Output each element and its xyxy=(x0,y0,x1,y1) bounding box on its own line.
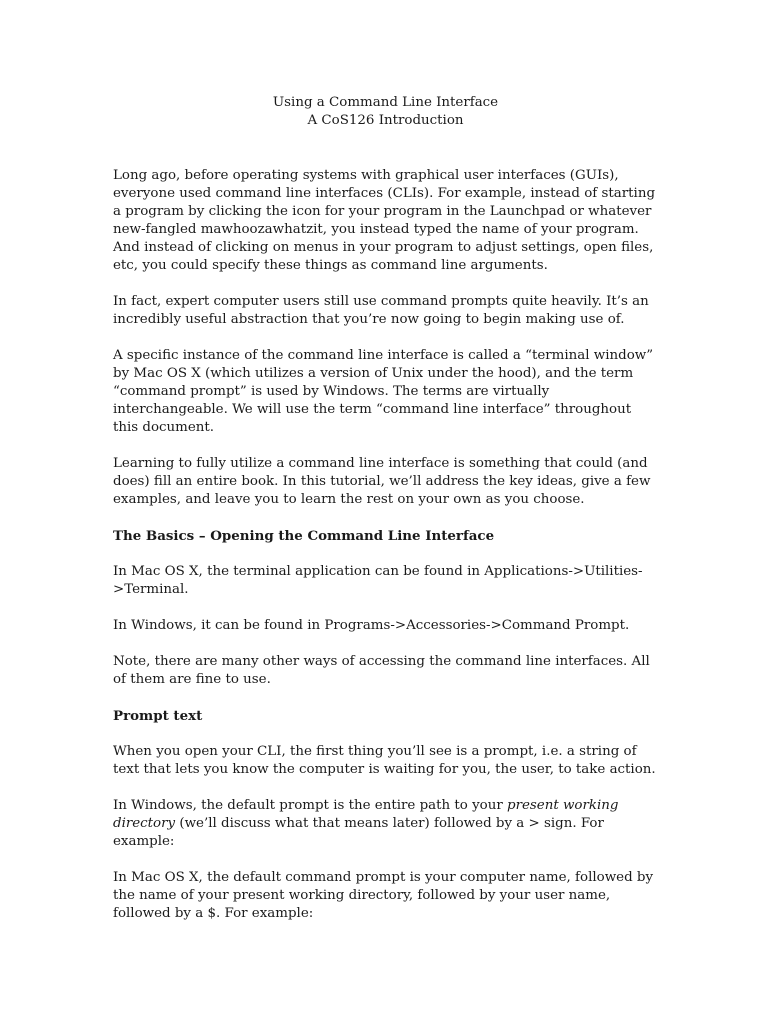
document-title: Using a Command Line Interface xyxy=(272,95,499,110)
intro-paragraph-1: Long ago, before operating systems with graphical user interfaces (GUIs), everyone used command line interfaces (CLIs). For example, instead of starting a program by clicking the icon for your program in the Launchpad or whatever new-fangled mawhoozawhatzit, you instead typed the name of your program. And instead of clicking on menus in your program to adjust settings, open files, etc, you could specify these things as command line arguments. xyxy=(113,168,656,273)
prompt-paragraph-windows xyxy=(113,797,658,851)
document-page xyxy=(113,94,658,941)
prompt-heading: Prompt text xyxy=(113,708,203,724)
prompt-windows-before: In Windows, the default prompt is the entire path to your xyxy=(113,798,508,813)
document-subtitle: A CoS126 Introduction xyxy=(307,113,464,128)
title-block xyxy=(113,94,658,130)
prompt-paragraph-intro: When you open your CLI, the first thing you’ll see is a prompt, i.e. a string of text that lets you know the computer is waiting for you, the user, to take action. xyxy=(113,744,656,777)
prompt-windows-after: (we’ll discuss what that means later) followed by a > sign. For example: xyxy=(113,816,604,849)
basics-paragraph-mac: In Mac OS X, the terminal application can be found in Applications->Utilities->Terminal. xyxy=(113,564,643,597)
present-working-directory-term: present working directory xyxy=(113,798,619,831)
intro-paragraph-3: A specific instance of the command line interface is called a “terminal window” by Mac OS X (which utilizes a version of Unix under the hood), and the term “command prompt” is used by Windows. The terms are virtually interchangeable. We will use the term “command line interface” throughout this document. xyxy=(113,348,654,435)
prompt-paragraph-mac: In Mac OS X, the default command prompt is your computer name, followed by the name of your present working directory, followed by your user name, followed by a $. For example: xyxy=(113,870,654,921)
intro-paragraph-2: In fact, expert computer users still use command prompts quite heavily. It’s an incredibly useful abstraction that you’re now going to begin making use of. xyxy=(113,294,649,327)
basics-paragraph-note: Note, there are many other ways of accessing the command line interfaces. All of them are fine to use. xyxy=(113,654,650,687)
intro-paragraph-4: Learning to fully utilize a command line interface is something that could (and does) fill an entire book. In this tutorial, we’ll address the key ideas, give a few examples, and leave you to learn the rest on your own as you choose. xyxy=(113,456,651,507)
basics-paragraph-windows: In Windows, it can be found in Programs->Accessories->Command Prompt. xyxy=(113,618,630,633)
basics-heading: The Basics – Opening the Command Line Interface xyxy=(113,528,495,544)
